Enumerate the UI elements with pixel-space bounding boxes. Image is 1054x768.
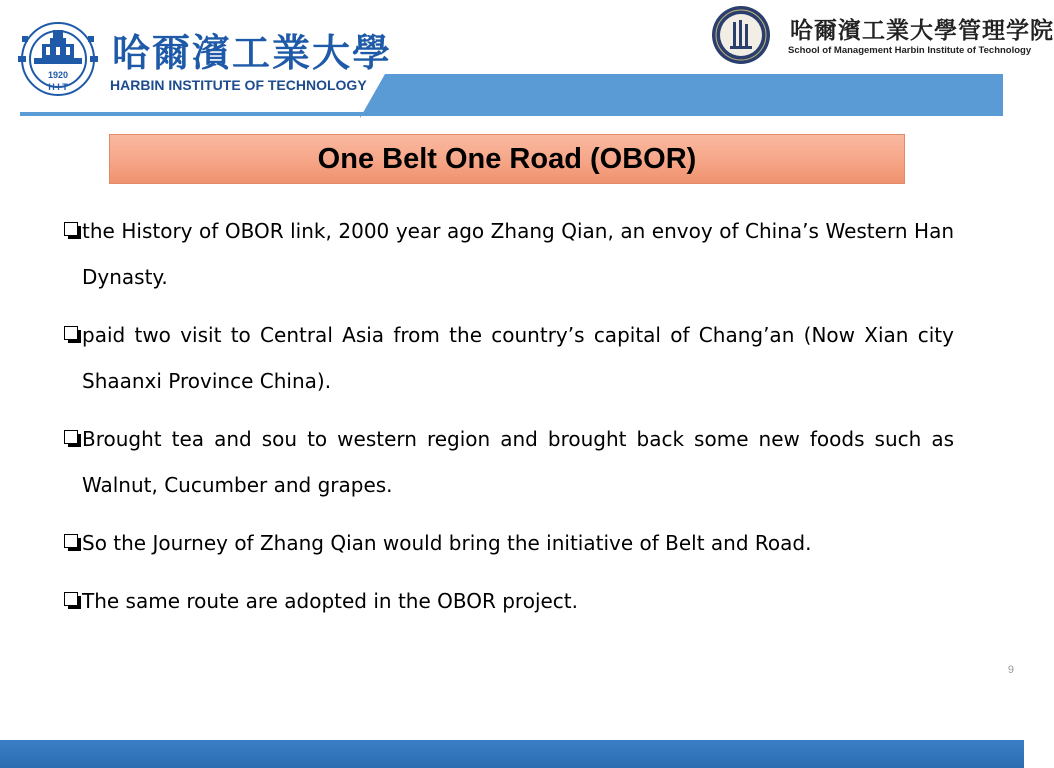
footer-bar xyxy=(0,740,1024,768)
hit-emblem-abbr: H I T xyxy=(48,82,68,92)
slide-title: One Belt One Road (OBOR) xyxy=(317,142,697,175)
checkbox-square-icon xyxy=(64,222,78,236)
hit-emblem-year: 1920 xyxy=(47,70,69,80)
slide-header xyxy=(0,0,1054,118)
checkbox-square-icon xyxy=(64,430,78,444)
bullet-text: the History of OBOR link, 2000 year ago Zhang Qian, an envoy of China’s Western Han Dynasty. xyxy=(82,219,954,289)
bullet-text: The same route are adopted in the OBOR project. xyxy=(82,589,579,613)
checkbox-square-icon xyxy=(64,592,78,606)
slide-title-box xyxy=(109,134,905,184)
checkbox-square-icon xyxy=(64,534,78,548)
list-item xyxy=(62,520,954,566)
som-emblem-icon xyxy=(710,4,772,66)
list-item xyxy=(62,208,954,300)
page-number: 9 xyxy=(1007,664,1014,676)
hit-name-english: HARBIN INSTITUTE OF TECHNOLOGY xyxy=(110,77,367,93)
som-name-english: School of Management Harbin Institute of Technology xyxy=(788,45,1032,56)
bullet-list xyxy=(62,208,954,636)
list-item xyxy=(62,578,954,624)
checkbox-square-icon xyxy=(64,326,78,340)
list-item xyxy=(62,416,954,508)
som-name-chinese: 哈爾濱工業大學管理学院 xyxy=(790,17,1054,44)
bullet-text: paid two visit to Central Asia from the country’s capital of Chang’an (Now Xian city Shaanxi Province China). xyxy=(82,323,954,393)
list-item xyxy=(62,312,954,404)
hit-name-chinese: 哈爾濱工業大學 xyxy=(112,30,393,75)
bullet-text: So the Journey of Zhang Qian would bring the initiative of Belt and Road. xyxy=(82,531,812,555)
hit-emblem-icon xyxy=(12,18,104,100)
bullet-text: Brought tea and sou to western region and brought back some new foods such as Walnut, Cucumber and grapes. xyxy=(82,427,954,497)
